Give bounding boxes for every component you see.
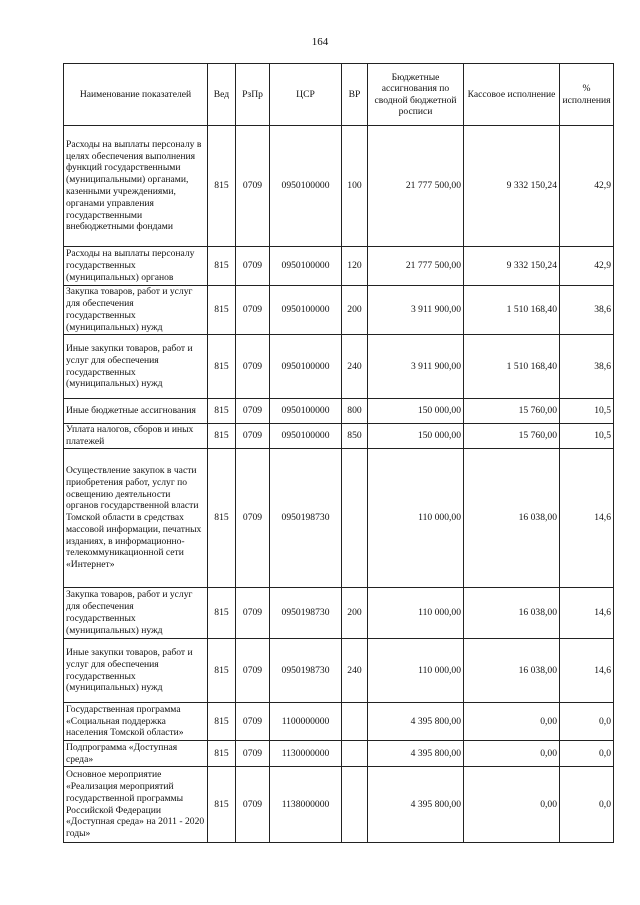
row-exec: 15 760,00 xyxy=(464,399,560,424)
row-ved: 815 xyxy=(208,424,236,449)
row-name: Основное мероприятие «Реализация мероприятий государственной программы Российской Федерации «Доступная среда» на 2011 - 2020 годы» xyxy=(64,767,208,843)
header-vr: ВР xyxy=(342,64,368,126)
row-exec: 16 038,00 xyxy=(464,449,560,588)
row-name: Закупка товаров, работ и услуг для обеспечения государственных (муниципальных) нужд xyxy=(64,588,208,639)
row-pct: 0,0 xyxy=(560,767,614,843)
row-pct: 38,6 xyxy=(560,286,614,335)
table-row xyxy=(64,741,614,767)
row-ved: 815 xyxy=(208,247,236,286)
table-row xyxy=(64,449,614,588)
row-plan: 110 000,00 xyxy=(368,449,464,588)
row-rzpr: 0709 xyxy=(236,588,270,639)
row-csr: 1138000000 xyxy=(270,767,342,843)
row-ved: 815 xyxy=(208,286,236,335)
table-header-row xyxy=(64,64,614,126)
row-exec: 9 332 150,24 xyxy=(464,126,560,247)
header-ved: Вед xyxy=(208,64,236,126)
row-vr xyxy=(342,741,368,767)
row-rzpr: 0709 xyxy=(236,399,270,424)
row-exec: 0,00 xyxy=(464,767,560,843)
row-name: Государственная программа «Социальная поддержка населения Томской области» xyxy=(64,703,208,741)
row-csr: 1100000000 xyxy=(270,703,342,741)
header-exec: Кассовое исполнение xyxy=(464,64,560,126)
row-ved: 815 xyxy=(208,639,236,703)
table-row xyxy=(64,424,614,449)
row-exec: 9 332 150,24 xyxy=(464,247,560,286)
table-row xyxy=(64,639,614,703)
row-vr: 240 xyxy=(342,639,368,703)
row-rzpr: 0709 xyxy=(236,126,270,247)
row-name: Осуществление закупок в части приобретения работ, услуг по освещению деятельности органов государственной власти Томской области в средствах массовой информации, печатных изданиях, в информационно-телекоммуникационной сети «Интернет» xyxy=(64,449,208,588)
header-rzpr: РзПр xyxy=(236,64,270,126)
row-name: Иные закупки товаров, работ и услуг для обеспечения государственных (муниципальных) нужд xyxy=(64,335,208,399)
row-exec: 1 510 168,40 xyxy=(464,286,560,335)
row-rzpr: 0709 xyxy=(236,741,270,767)
row-plan: 4 395 800,00 xyxy=(368,703,464,741)
row-vr xyxy=(342,449,368,588)
row-csr: 1130000000 xyxy=(270,741,342,767)
row-name: Иные бюджетные ассигнования xyxy=(64,399,208,424)
header-csr: ЦСР xyxy=(270,64,342,126)
row-name: Расходы на выплаты персоналу государственных (муниципальных) органов xyxy=(64,247,208,286)
row-pct: 0,0 xyxy=(560,703,614,741)
row-plan: 3 911 900,00 xyxy=(368,335,464,399)
row-rzpr: 0709 xyxy=(236,639,270,703)
row-csr: 0950100000 xyxy=(270,335,342,399)
table-row xyxy=(64,335,614,399)
table-row xyxy=(64,703,614,741)
row-exec: 16 038,00 xyxy=(464,639,560,703)
row-exec: 16 038,00 xyxy=(464,588,560,639)
row-vr: 850 xyxy=(342,424,368,449)
row-rzpr: 0709 xyxy=(236,247,270,286)
row-exec: 1 510 168,40 xyxy=(464,335,560,399)
header-pct: % исполнения xyxy=(560,64,614,126)
row-pct: 38,6 xyxy=(560,335,614,399)
row-name: Уплата налогов, сборов и иных платежей xyxy=(64,424,208,449)
row-plan: 21 777 500,00 xyxy=(368,126,464,247)
row-ved: 815 xyxy=(208,399,236,424)
row-vr: 120 xyxy=(342,247,368,286)
table-row xyxy=(64,588,614,639)
table-row xyxy=(64,247,614,286)
row-ved: 815 xyxy=(208,588,236,639)
row-csr: 0950198730 xyxy=(270,588,342,639)
row-ved: 815 xyxy=(208,126,236,247)
page-number: 164 xyxy=(311,36,329,48)
row-plan: 110 000,00 xyxy=(368,588,464,639)
row-csr: 0950100000 xyxy=(270,286,342,335)
row-plan: 4 395 800,00 xyxy=(368,767,464,843)
row-csr: 0950198730 xyxy=(270,639,342,703)
table-row xyxy=(64,286,614,335)
row-plan: 4 395 800,00 xyxy=(368,741,464,767)
row-pct: 14,6 xyxy=(560,588,614,639)
row-name: Подпрограмма «Доступная среда» xyxy=(64,741,208,767)
row-vr xyxy=(342,767,368,843)
row-rzpr: 0709 xyxy=(236,424,270,449)
row-plan: 3 911 900,00 xyxy=(368,286,464,335)
row-exec: 0,00 xyxy=(464,703,560,741)
header-name: Наименование показателей xyxy=(64,64,208,126)
row-rzpr: 0709 xyxy=(236,767,270,843)
table-row xyxy=(64,126,614,247)
row-pct: 42,9 xyxy=(560,247,614,286)
row-pct: 10,5 xyxy=(560,399,614,424)
row-plan: 150 000,00 xyxy=(368,399,464,424)
row-plan: 150 000,00 xyxy=(368,424,464,449)
row-csr: 0950100000 xyxy=(270,399,342,424)
row-pct: 42,9 xyxy=(560,126,614,247)
row-rzpr: 0709 xyxy=(236,335,270,399)
row-name: Закупка товаров, работ и услуг для обеспечения государственных (муниципальных) нужд xyxy=(64,286,208,335)
row-ved: 815 xyxy=(208,741,236,767)
row-ved: 815 xyxy=(208,703,236,741)
row-vr xyxy=(342,703,368,741)
row-exec: 15 760,00 xyxy=(464,424,560,449)
row-pct: 10,5 xyxy=(560,424,614,449)
row-csr: 0950198730 xyxy=(270,449,342,588)
row-name: Расходы на выплаты персоналу в целях обеспечения выполнения функций государственными (муниципальными) органами, казенными учреждениями, органами управления государственными внебюджетными фондами xyxy=(64,126,208,247)
row-pct: 14,6 xyxy=(560,449,614,588)
header-plan: Бюджетные ассигнования по сводной бюджетной росписи xyxy=(368,64,464,126)
row-pct: 14,6 xyxy=(560,639,614,703)
row-csr: 0950100000 xyxy=(270,247,342,286)
row-plan: 21 777 500,00 xyxy=(368,247,464,286)
row-pct: 0,0 xyxy=(560,741,614,767)
row-csr: 0950100000 xyxy=(270,126,342,247)
table-row xyxy=(64,767,614,843)
row-vr: 200 xyxy=(342,286,368,335)
budget-execution-table xyxy=(63,63,614,843)
row-vr: 800 xyxy=(342,399,368,424)
row-csr: 0950100000 xyxy=(270,424,342,449)
row-plan: 110 000,00 xyxy=(368,639,464,703)
row-ved: 815 xyxy=(208,335,236,399)
row-rzpr: 0709 xyxy=(236,449,270,588)
row-vr: 240 xyxy=(342,335,368,399)
row-ved: 815 xyxy=(208,767,236,843)
row-name: Иные закупки товаров, работ и услуг для обеспечения государственных (муниципальных) нужд xyxy=(64,639,208,703)
row-vr: 100 xyxy=(342,126,368,247)
row-ved: 815 xyxy=(208,449,236,588)
row-rzpr: 0709 xyxy=(236,286,270,335)
row-vr: 200 xyxy=(342,588,368,639)
row-exec: 0,00 xyxy=(464,741,560,767)
table-row xyxy=(64,399,614,424)
row-rzpr: 0709 xyxy=(236,703,270,741)
